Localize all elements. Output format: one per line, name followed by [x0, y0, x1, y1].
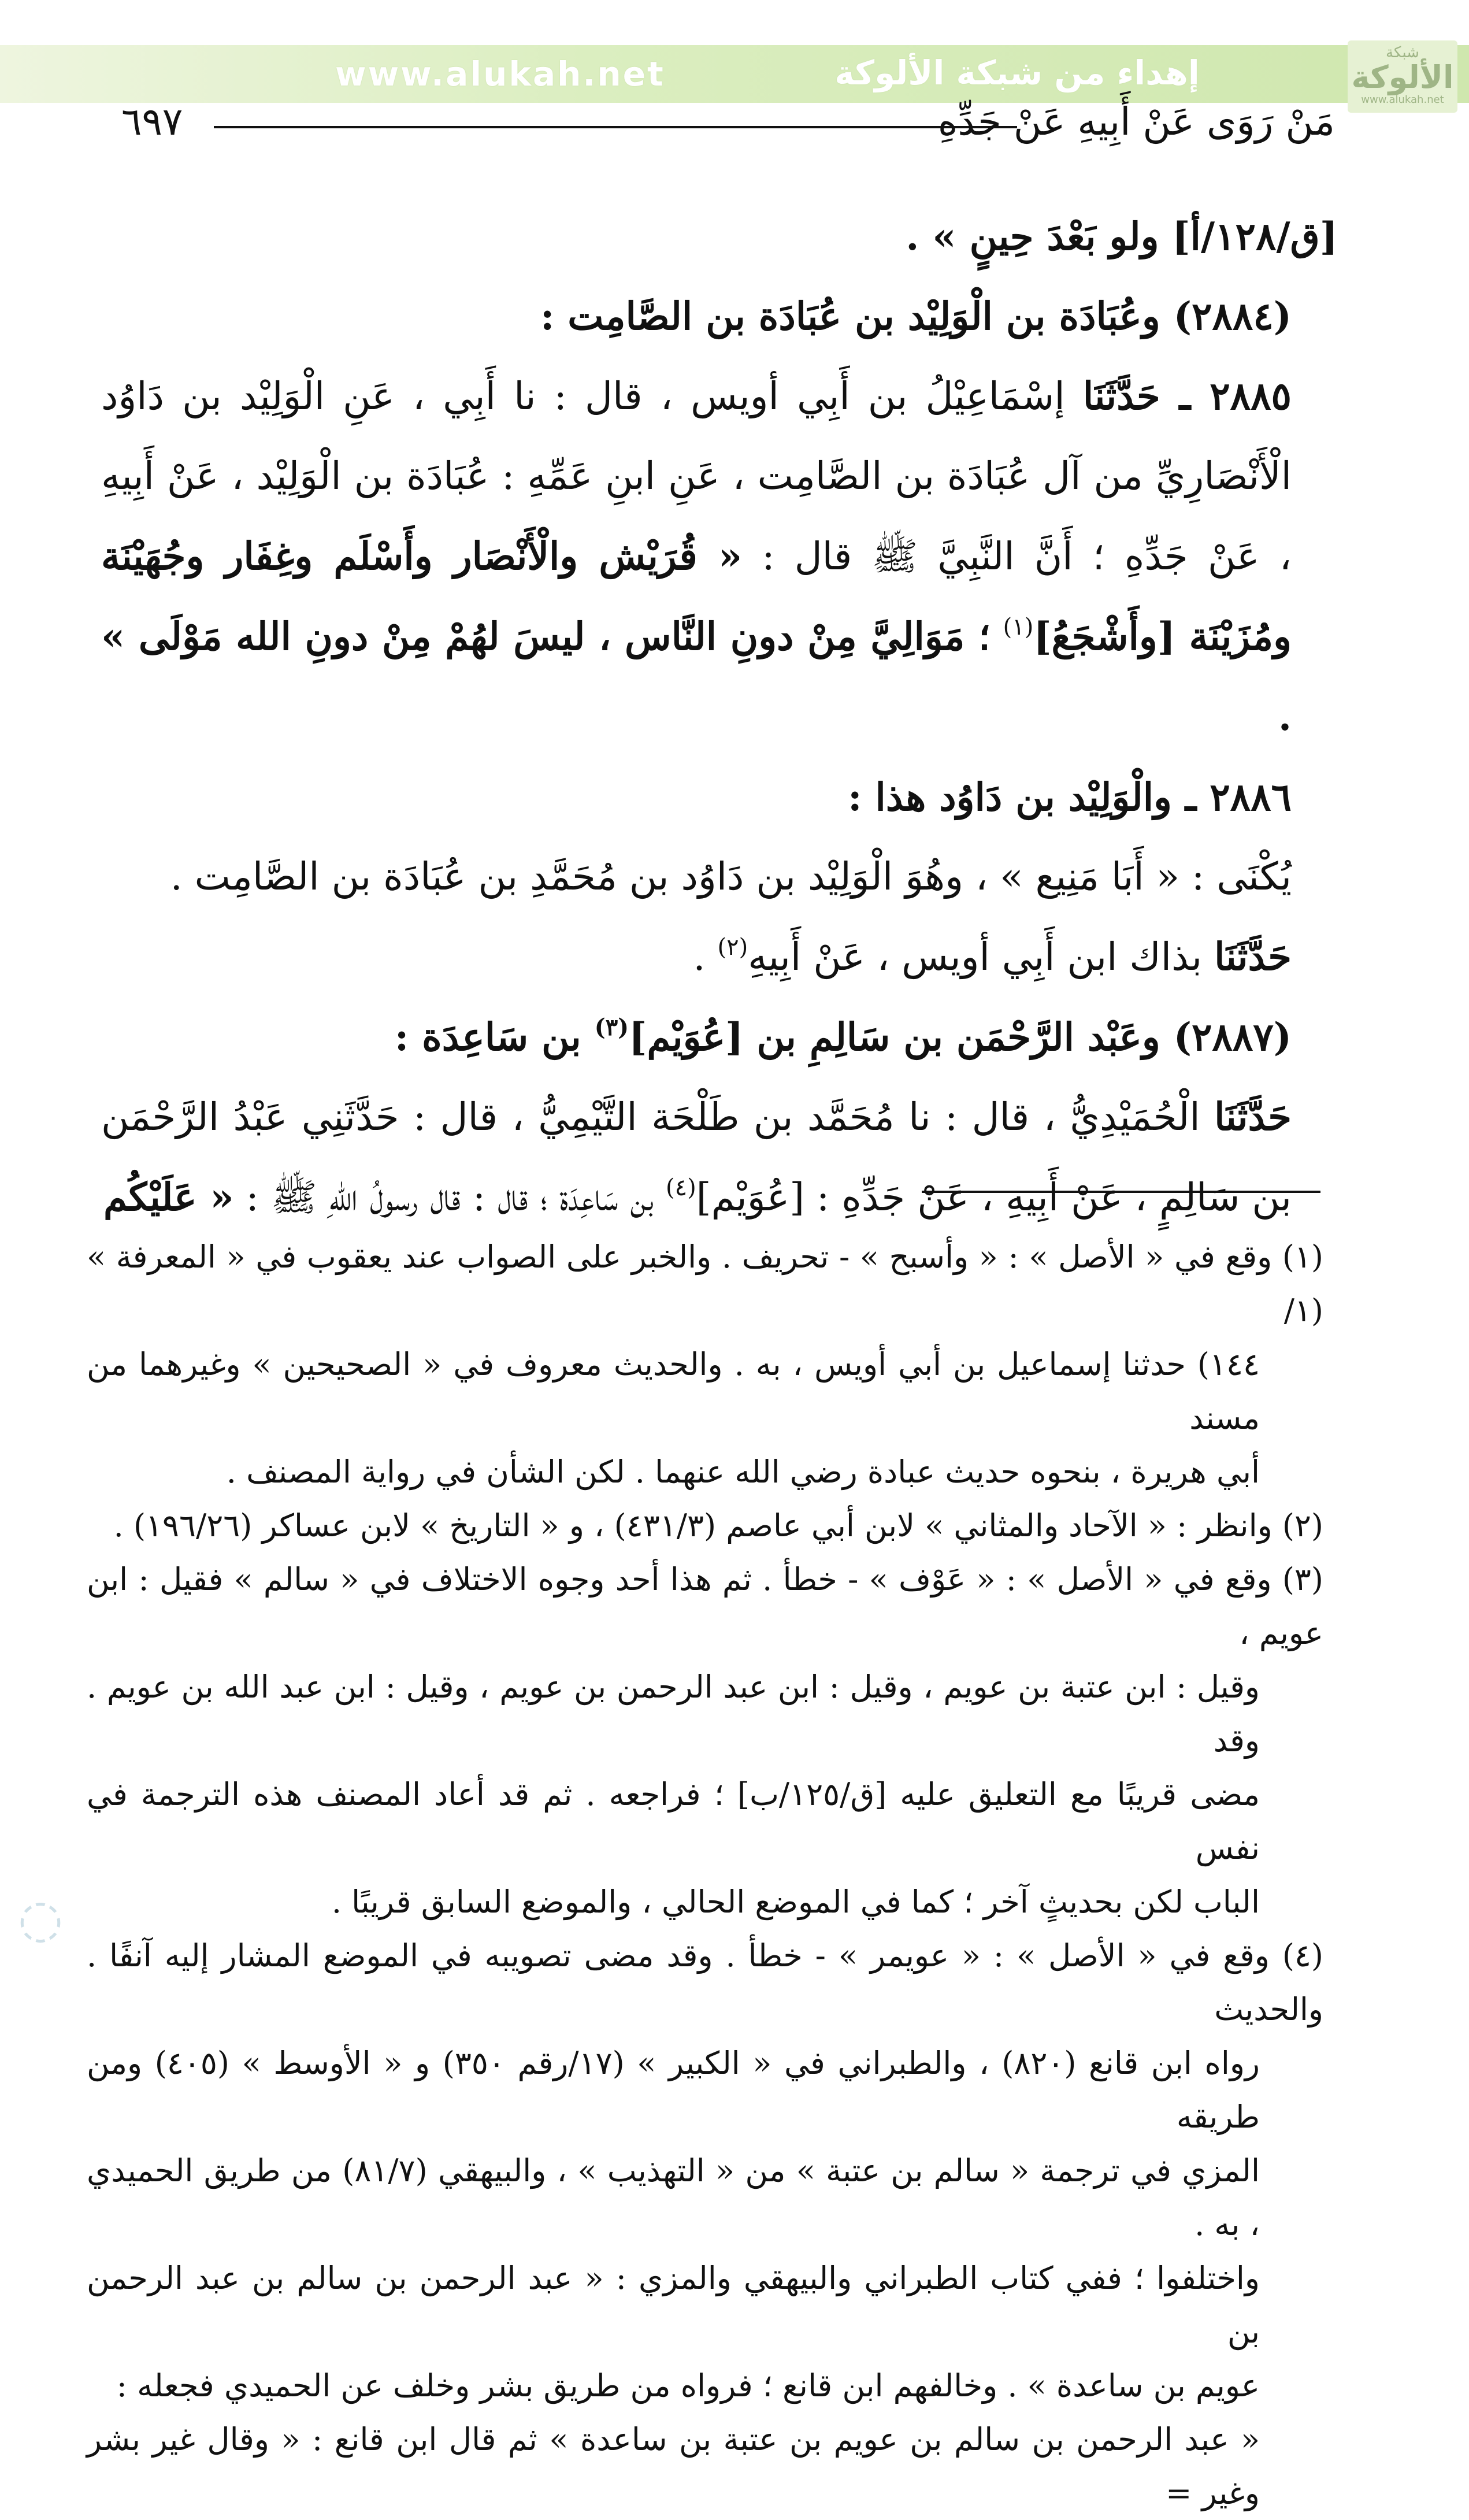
page-number: ٦٩٧ — [121, 99, 183, 144]
website-banner — [0, 44, 1469, 106]
heading-2887-b: بن سَاعِدَة : — [394, 1014, 581, 1059]
footnote-3-line: (٣) وقع في « الأصل » : « عَوْف » - خطأ . ثم هذا أحد وجوه الاختلاف في « سالم » فقيل : ابن عويم ، — [87, 1561, 1323, 1651]
section-heading-2887 — [101, 997, 1338, 1077]
main-text — [101, 197, 1338, 1237]
running-title: مَنْ رَوَى عَنْ أَبِيهِ عَنْ جَدِّهِ — [937, 99, 1335, 144]
matn-2885: « قُرَيْش والْأَنْصَار وأَسْلَم وغِفَار وجُهَيْنَة ومُزَيْنَة [وأَشْجَعُ] — [101, 533, 1292, 659]
footnote-separator — [922, 1191, 1320, 1193]
logo-main-text: الألوكة — [1351, 59, 1454, 95]
footnote-ref-1: (١) — [1003, 614, 1034, 640]
section-heading-2886: ٢٨٨٦ ـ والْوَلِيْد بن دَاوُد هذا : — [848, 774, 1292, 820]
footnote-3-line: وقيل : ابن عتبة بن عويم ، وقيل : ابن عبد الرحمن بن عويم ، وقيل : ابن عبد الله بن عويم . وقد — [87, 1669, 1260, 1759]
footnote-1-line: (١) وقع في « الأصل » : « وأسبح » - تحريف . والخبر على الصواب عند يعقوب في « المعرفة » (١/ — [87, 1239, 1323, 1329]
footnote-4-line: واختلفوا ؛ ففي كتاب الطبراني والبيهقي والمزي : « عبد الرحمن بن سالم بن عبد الرحمن بن — [87, 2260, 1260, 2350]
paragraph-2887 — [101, 1077, 1338, 1237]
isnad-2887: الْحُمَيْدِيُّ ، قال : نا مُحَمَّد بن طَلْحَة التَّيْمِيُّ ، قال : حَدَّثَنِي عَبْدُ الرَّحْمَن بن سَالِمٍ ، عَنْ أَبِيهِ ، عَنْ جَدِّهِ : [عُوَيْم] — [101, 1095, 1292, 1220]
page-header — [92, 99, 1335, 151]
footnote-3-line: الباب لكن بحديثٍ آخر ؛ كما في الموضع الحالي ، والموضع السابق قريبًا . — [331, 1884, 1260, 1920]
matn-2887-start: « عَلَيْكُم — [103, 1174, 234, 1220]
paragraph-2885 — [101, 356, 1338, 757]
alukah-logo — [1348, 40, 1457, 113]
haddathana: حَدَّثَنَا — [1214, 1094, 1292, 1139]
footnote-4-line: المزي في ترجمة « سالم بن عتبة » من « التهذيب » ، والبيهقي (٨١/٧) من طريق الحميدي ، به . — [87, 2152, 1260, 2243]
footnote-ref-4: (٤) — [666, 1174, 696, 1201]
footnote-1-line: ١٤٤) حدثنا إسماعيل بن أبي أويس ، به . والحديث معروف في « الصحيحين » وغيرهما من مسند — [87, 1346, 1260, 1436]
footnote-2: (٢) وانظر : « الآحاد والمثاني » لابن أبي عاصم (٤٣١/٣) ، و « التاريخ » لابن عساكر (١٩٦/٢٦) . — [113, 1507, 1323, 1544]
section-heading-2884: (٢٨٨٤) وعُبَادَة بن الْوَلِيْد بن عُبَادَة بن الصَّامِت : — [540, 294, 1292, 339]
footnote-1-line: أبي هريرة ، بنحوه حديث عبادة رضي الله عنهما . لكن الشأن في رواية المصنف . — [226, 1454, 1260, 1490]
logo-small-text: شبكة — [1386, 44, 1419, 61]
footnotes — [87, 1230, 1323, 2520]
footnote-4-line: رواه ابن قانع (٨٢٠) ، والطبراني في « الكبير » (١٧/رقم ٣٥٠) و « الأوسط » (٤٠٥) ومن طريقه — [87, 2045, 1260, 2135]
paragraph-2886-a: يُكْنَى : « أَبَا مَنِيع » ، وهُوَ الْوَلِيْد بن دَاوُد بن مُحَمَّدِ بن عُبَادَة بن الصَّامِت . — [170, 854, 1292, 899]
header-rule — [214, 126, 1017, 128]
heading-2887-a: (٢٨٨٧) وعَبْد الرَّحْمَن بن سَالِمِ بن [عُوَيْم] — [629, 1014, 1292, 1059]
footnote-4-line: « عبد الرحمن بن سالم بن عويم بن عتبة بن ساعدة » ثم قال ابن قانع : « وقال غير بشر وغير = — [87, 2421, 1260, 2511]
banner-gift-text: إهداء من شبكة الألوكة — [834, 53, 1200, 92]
footnote-3-line: مضى قريبًا مع التعليق عليه [ق/١٢٥/ب] ؛ فراجعه . ثم قد أعاد المصنف هذه الترجمة في نفس — [87, 1776, 1260, 1866]
footnote-4-line: عويم بن ساعدة » . وخالفهم ابن قانع ؛ فرواه من طريق بشر وخلف عن الحميدي فجعله : — [116, 2367, 1260, 2404]
logo-url: www.alukah.net — [1361, 94, 1444, 106]
footnote-ref-3: (٣) — [594, 1014, 629, 1041]
matn-2885-end: ؛ مَوَالِيَّ مِنْ دونِ النَّاس ، ليسَ لهُمْ مِنْ دونِ الله مَوْلَى » . — [101, 614, 1292, 739]
paragraph-2886-b — [101, 917, 1338, 997]
isnad-2886: بذاك ابن أَبِي أويس ، عَنْ أَبِيهِ — [748, 935, 1203, 979]
haddathana: حَدَّثَنَا — [1214, 934, 1292, 979]
hadith-number-2885: ٢٨٨٥ ـ حَدَّثَنَا — [1082, 373, 1292, 418]
isnad-2887-b: بن سَاعِدَة ؛ قال : قال رسولُ اللهِ ﷺ : — [246, 1175, 654, 1220]
footnote-4-line: (٤) وقع في « الأصل » : « عويمر » - خطأ . وقد مضى تصويبه في الموضع المشار إليه آنفًا . والحديث — [87, 1937, 1323, 2028]
period: . — [693, 935, 706, 979]
footnote-ref-2: (٢) — [717, 934, 748, 961]
banner-website: www.alukah.net — [335, 54, 665, 94]
text-line: [ق/١٢٨/أ] ولو بَعْدَ حِينٍ » . — [906, 214, 1338, 259]
watermark-stamp-icon: ◌ — [17, 1888, 64, 1949]
isnad-2885: إسْمَاعِيْلُ بن أَبِي أويس ، قال : نا أَبِي ، عَنِ الْوَلِيْد بن دَاوُد الْأَنْصَارِيِّ من آل عُبَادَة بن الصَّامِت ، عَنِ ابنِ عَمِّهِ : عُبَادَة بن الْوَلِيْد ، عَنْ أَبِيهِ ، عَنْ جَدِّهِ ؛ أَنَّ النَّبِيَّ ﷺ قال : — [101, 374, 1292, 579]
